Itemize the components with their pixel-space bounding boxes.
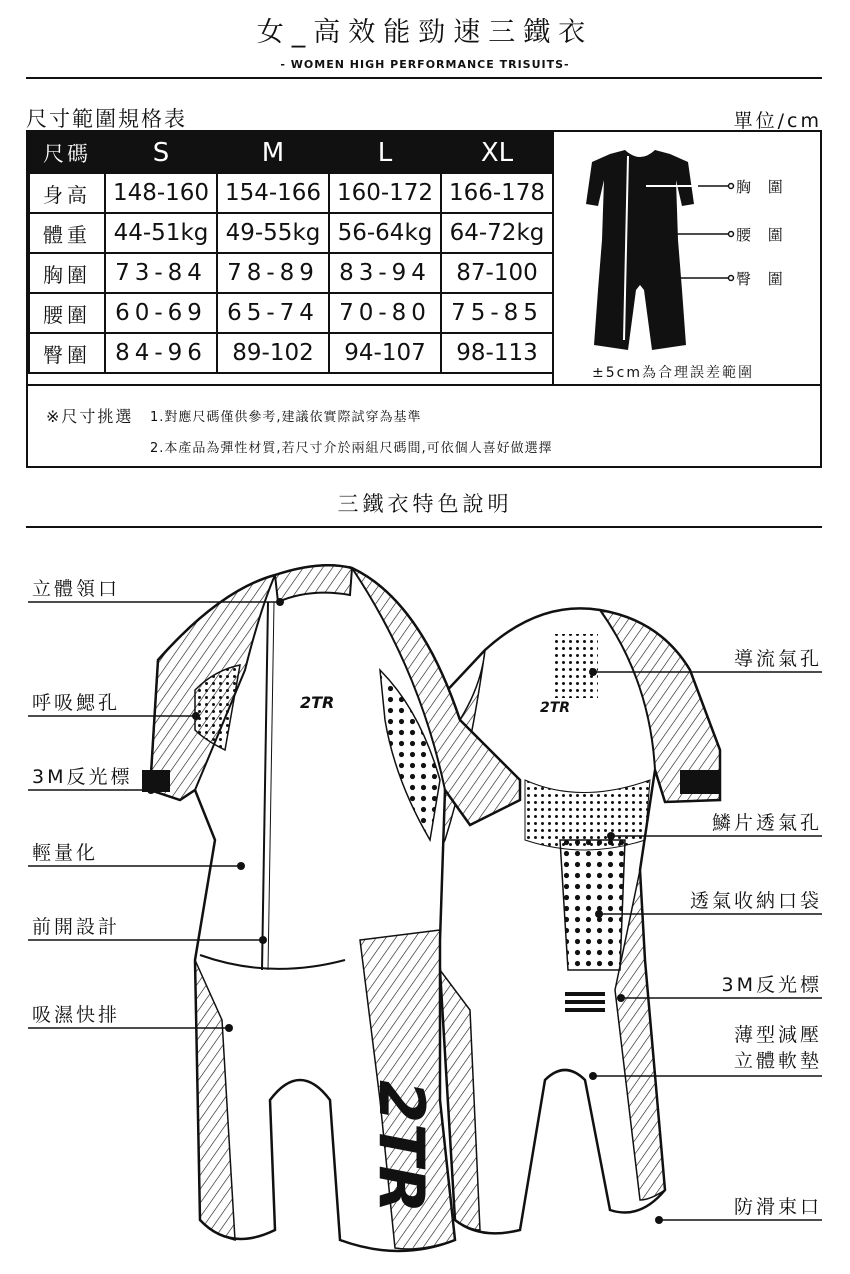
back-logo: 2TR	[540, 700, 571, 716]
row-label: 體重	[29, 213, 105, 253]
feature-mesh-pocket: 透氣收納口袋	[689, 890, 822, 912]
page-title: 女_高效能勁速三鐵衣	[256, 17, 594, 48]
row-label: 臀圍	[29, 333, 105, 373]
size-header-cell: XL	[441, 133, 553, 173]
table-cell: 98-113	[441, 333, 553, 373]
suit-silhouette-icon	[580, 140, 820, 360]
table-row	[29, 213, 553, 253]
table-cell: 83-94	[329, 253, 441, 293]
size-header-cell: L	[329, 133, 441, 173]
table-cell: 65-74	[217, 293, 329, 333]
notes-heading: ※尺寸挑選	[46, 407, 134, 426]
hip-label: 臀 圍	[736, 270, 789, 288]
chest-label: 胸 圍	[736, 178, 789, 196]
table-row	[29, 173, 553, 213]
table-row	[29, 253, 553, 293]
table-cell: 78-89	[217, 253, 329, 293]
front-logo: 2TR	[300, 693, 335, 712]
feature-lightweight: 輕量化	[32, 842, 99, 864]
table-cell: 154-166	[217, 173, 329, 213]
table-cell: 49-55kg	[217, 213, 329, 253]
table-cell: 64-72kg	[441, 213, 553, 253]
note-item: 2.本產品為彈性材質,若尺寸介於兩組尺碼間,可依個人喜好做選擇	[150, 441, 553, 456]
size-header-cell: S	[105, 133, 217, 173]
feature-gill-vents: 呼吸鰓孔	[32, 692, 121, 714]
feature-reflective-front: 3M反光標	[32, 766, 133, 788]
table-cell: 148-160	[105, 173, 217, 213]
row-label: 胸圍	[29, 253, 105, 293]
table-cell: 56-64kg	[329, 213, 441, 253]
feature-pad-line1: 薄型減壓	[733, 1024, 822, 1046]
size-header-cell: M	[217, 133, 329, 173]
features-divider	[26, 526, 822, 528]
table-cell: 87-100	[441, 253, 553, 293]
tolerance-note: ±5cm為合理誤差範圍	[592, 365, 754, 381]
row-label: 身高	[29, 173, 105, 213]
feature-airflow-vents: 導流氣孔	[733, 648, 822, 670]
table-cell: 70-80	[329, 293, 441, 333]
page-subtitle: - WOMEN HIGH PERFORMANCE TRISUITS-	[280, 58, 570, 71]
notes-divider	[26, 384, 822, 386]
note-item: 1.對應尺碼僅供參考,建議依實際試穿為基準	[150, 410, 422, 425]
size-table-header-row	[29, 133, 553, 173]
feature-collar: 立體領口	[32, 578, 121, 600]
table-cell: 160-172	[329, 173, 441, 213]
table-cell: 89-102	[217, 333, 329, 373]
feature-reflective-back: 3M反光標	[721, 974, 822, 996]
table-cell: 60-69	[105, 293, 217, 333]
table-cell: 73-84	[105, 253, 217, 293]
row-label: 腰圍	[29, 293, 105, 333]
table-cell: 75-85	[441, 293, 553, 333]
table-cell: 166-178	[441, 173, 553, 213]
feature-scale-vents: 鱗片透氣孔	[711, 812, 822, 834]
header-divider	[26, 77, 822, 79]
feature-pad-line2: 立體軟墊	[733, 1050, 822, 1072]
feature-front-zip: 前開設計	[32, 916, 121, 938]
unit-label: 單位/cm	[733, 110, 822, 132]
leg-logo: 2TR	[365, 1080, 438, 1214]
size-header-cell: 尺碼	[29, 133, 105, 173]
size-table	[28, 132, 554, 374]
waist-label: 腰 圍	[736, 226, 789, 244]
table-cell: 44-51kg	[105, 213, 217, 253]
feature-gripper-hem: 防滑束口	[733, 1196, 822, 1218]
feature-quick-dry: 吸濕快排	[32, 1004, 121, 1026]
diagram-divider	[552, 130, 554, 386]
table-cell: 84-96	[105, 333, 217, 373]
table-row	[29, 293, 553, 333]
table-cell: 94-107	[329, 333, 441, 373]
features-title: 三鐵衣特色說明	[337, 492, 513, 516]
table-row	[29, 333, 553, 373]
size-chart-title: 尺寸範圍規格表	[26, 107, 187, 131]
